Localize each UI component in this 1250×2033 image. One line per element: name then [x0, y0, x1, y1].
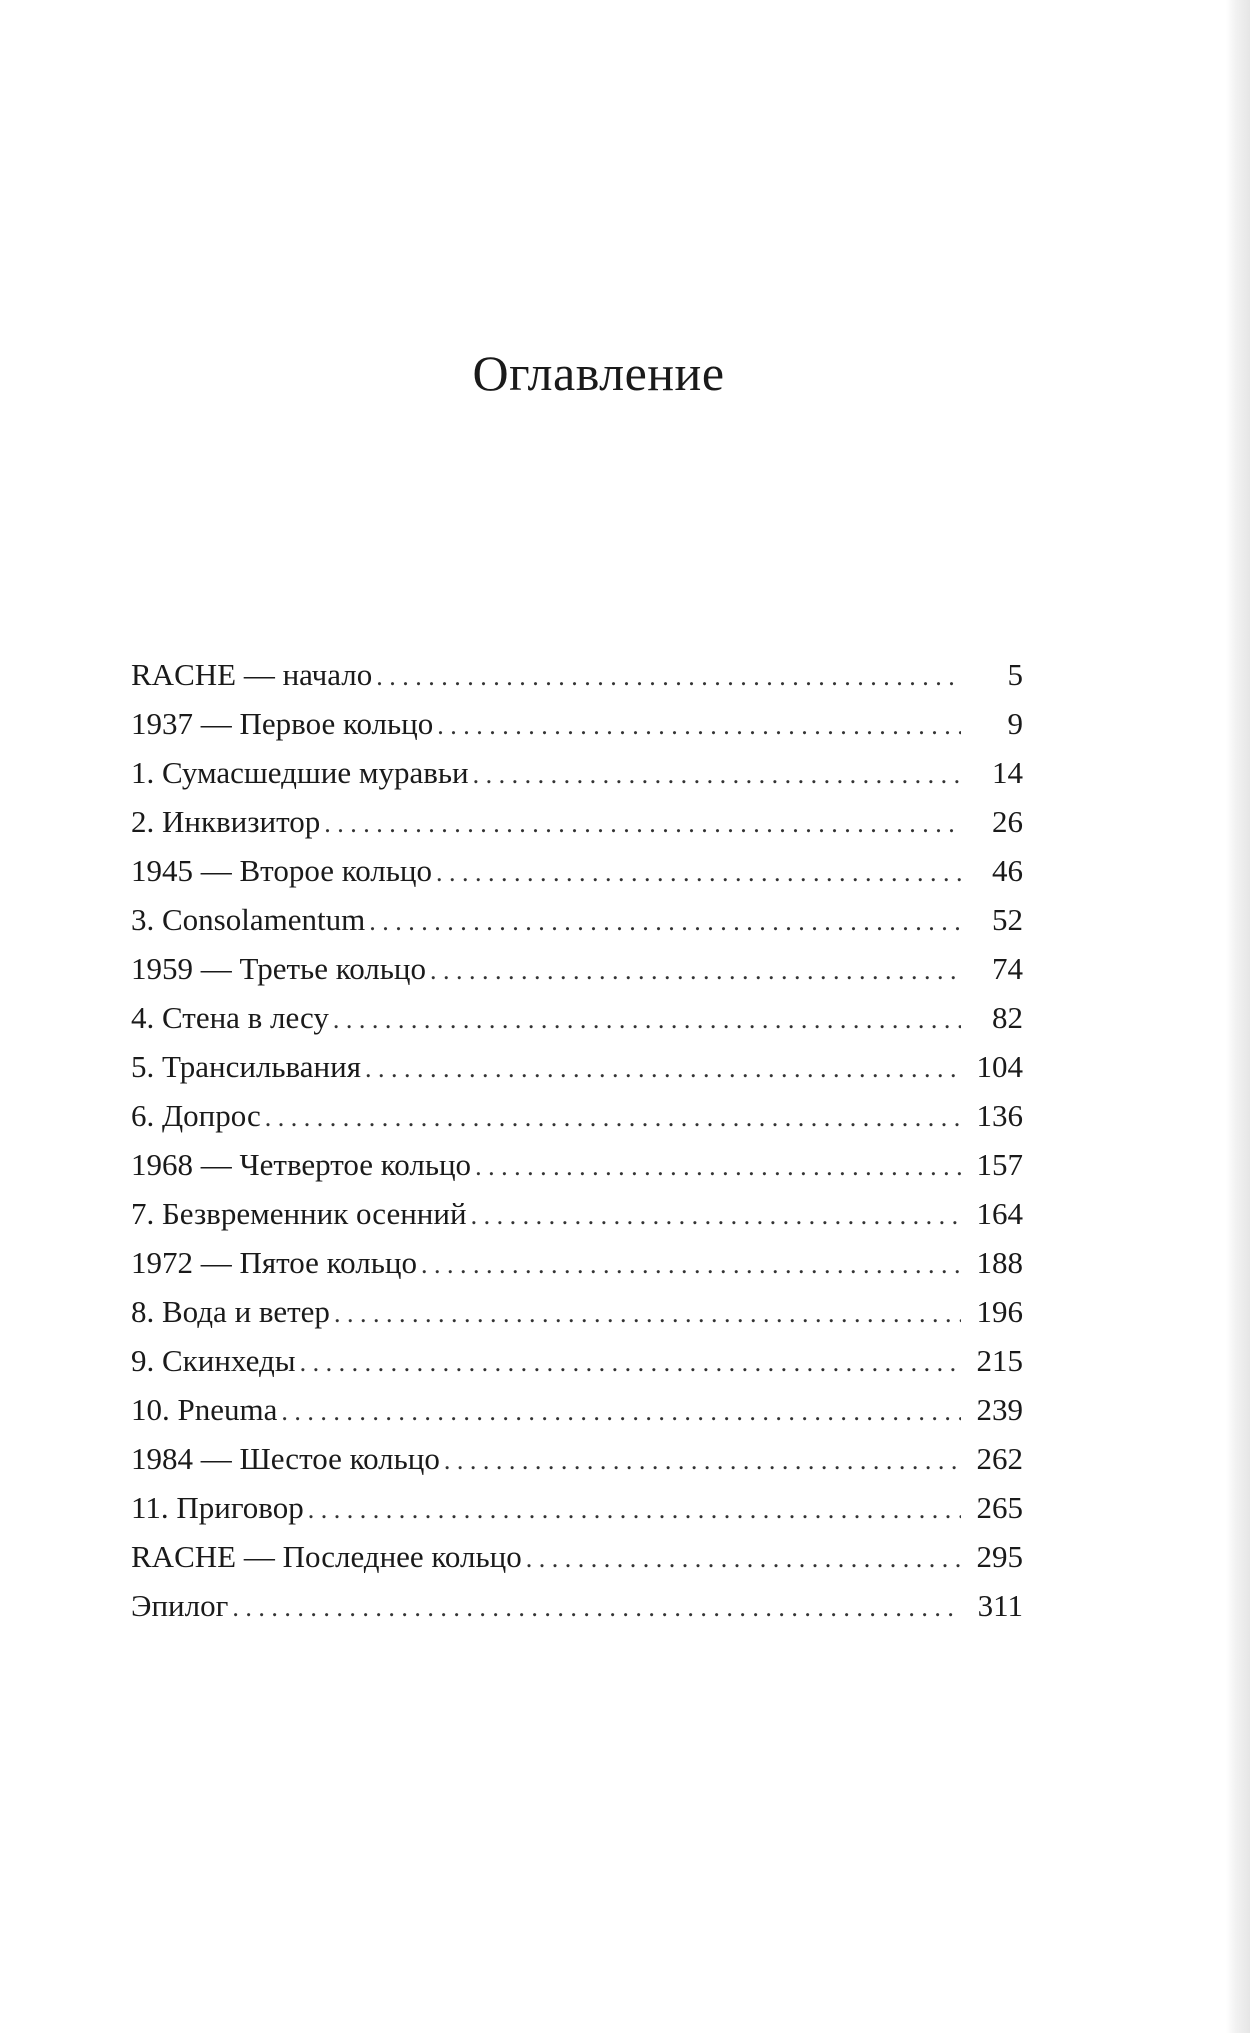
toc-entry[interactable]: [131, 797, 1023, 846]
toc-entry-label: 11. Приговор: [131, 1490, 304, 1525]
dot-leader: [437, 701, 961, 750]
toc-entry-label: 10. Pneuma: [131, 1392, 278, 1427]
toc-entry-label: 4. Стена в лесу: [131, 1000, 329, 1035]
toc-entry-page: 5: [1007, 657, 1023, 692]
toc-entry-label: 1972 — Пятое кольцо: [131, 1245, 417, 1280]
toc-entry-page: 104: [976, 1049, 1023, 1084]
toc-entry-label: 1. Сумасшедшие муравьи: [131, 755, 469, 790]
dot-leader: [365, 1044, 961, 1093]
toc-entry-label: RACHE — Последнее кольцо: [131, 1539, 522, 1574]
table-of-contents: [131, 650, 1023, 1630]
dot-leader: [444, 1436, 961, 1485]
dot-leader: [324, 799, 961, 848]
toc-entry-label: 9. Скинхеды: [131, 1343, 296, 1378]
toc-entry-page: 157: [976, 1147, 1023, 1182]
toc-entry-label: 8. Вода и ветер: [131, 1294, 330, 1329]
toc-entry-label: Эпилог: [131, 1588, 229, 1623]
toc-entry[interactable]: [131, 944, 1023, 993]
toc-entry-page: 26: [992, 804, 1023, 839]
toc-entry[interactable]: [131, 846, 1023, 895]
toc-entry-page: 136: [976, 1098, 1023, 1133]
toc-entry-page: 265: [976, 1490, 1023, 1525]
toc-entry[interactable]: [131, 1042, 1023, 1091]
toc-entry-label: 1937 — Первое кольцо: [131, 706, 434, 741]
toc-entry-label: 1984 — Шестое кольцо: [131, 1441, 440, 1476]
toc-entry[interactable]: [131, 650, 1023, 699]
page-title: Оглавление: [472, 345, 725, 401]
toc-entry-label: 3. Consolamentum: [131, 902, 366, 937]
toc-entry[interactable]: [131, 1287, 1023, 1336]
toc-entry-page: 215: [976, 1343, 1023, 1378]
toc-entry[interactable]: [131, 748, 1023, 797]
toc-entry[interactable]: [131, 1581, 1023, 1630]
toc-entry[interactable]: [131, 1532, 1023, 1581]
toc-entry-page: 295: [976, 1539, 1023, 1574]
dot-leader: [300, 1338, 961, 1387]
toc-entry-page: 188: [976, 1245, 1023, 1280]
toc-entry[interactable]: [131, 1140, 1023, 1189]
toc-entry-label: 7. Безвременник осенний: [131, 1196, 467, 1231]
toc-entry-label: 1959 — Третье кольцо: [131, 951, 426, 986]
dot-leader: [473, 750, 961, 799]
toc-entry-page: 14: [992, 755, 1023, 790]
dot-leader: [421, 1240, 961, 1289]
page-edge-shadow: [1226, 0, 1250, 2033]
toc-entry[interactable]: [131, 1385, 1023, 1434]
toc-entry[interactable]: [131, 1434, 1023, 1483]
toc-entry-label: 5. Трансильвания: [131, 1049, 361, 1084]
toc-entry-label: RACHE — начало: [131, 657, 373, 692]
toc-entry[interactable]: [131, 1483, 1023, 1532]
dot-leader: [265, 1093, 961, 1142]
toc-entry-page: 311: [977, 1588, 1023, 1623]
dot-leader: [308, 1485, 961, 1534]
dot-leader: [232, 1583, 961, 1632]
toc-entry[interactable]: [131, 1091, 1023, 1140]
dot-leader: [526, 1534, 961, 1583]
toc-entry[interactable]: [131, 699, 1023, 748]
toc-entry[interactable]: [131, 895, 1023, 944]
toc-entry-page: 196: [976, 1294, 1023, 1329]
toc-entry-page: 82: [992, 1000, 1023, 1035]
toc-entry-page: 74: [992, 951, 1023, 986]
dot-leader: [369, 897, 961, 946]
toc-entry[interactable]: [131, 1336, 1023, 1385]
toc-entry[interactable]: [131, 1238, 1023, 1287]
toc-entry-label: 1945 — Второе кольцо: [131, 853, 432, 888]
dot-leader: [376, 652, 961, 701]
toc-entry-label: 6. Допрос: [131, 1098, 261, 1133]
toc-entry-page: 9: [1007, 706, 1023, 741]
toc-entry-page: 52: [992, 902, 1023, 937]
toc-entry-page: 164: [976, 1196, 1023, 1231]
toc-entry-page: 262: [976, 1441, 1023, 1476]
toc-entry-page: 239: [976, 1392, 1023, 1427]
toc-entry-label: 1968 — Четвертое кольцо: [131, 1147, 472, 1182]
dot-leader: [436, 848, 961, 897]
dot-leader: [475, 1142, 961, 1191]
dot-leader: [334, 1289, 961, 1338]
toc-entry[interactable]: [131, 1189, 1023, 1238]
dot-leader: [471, 1191, 961, 1240]
toc-entry-label: 2. Инквизитор: [131, 804, 321, 839]
toc-entry-page: 46: [992, 853, 1023, 888]
dot-leader: [430, 946, 961, 995]
dot-leader: [281, 1387, 961, 1436]
toc-entry[interactable]: [131, 993, 1023, 1042]
dot-leader: [333, 995, 961, 1044]
